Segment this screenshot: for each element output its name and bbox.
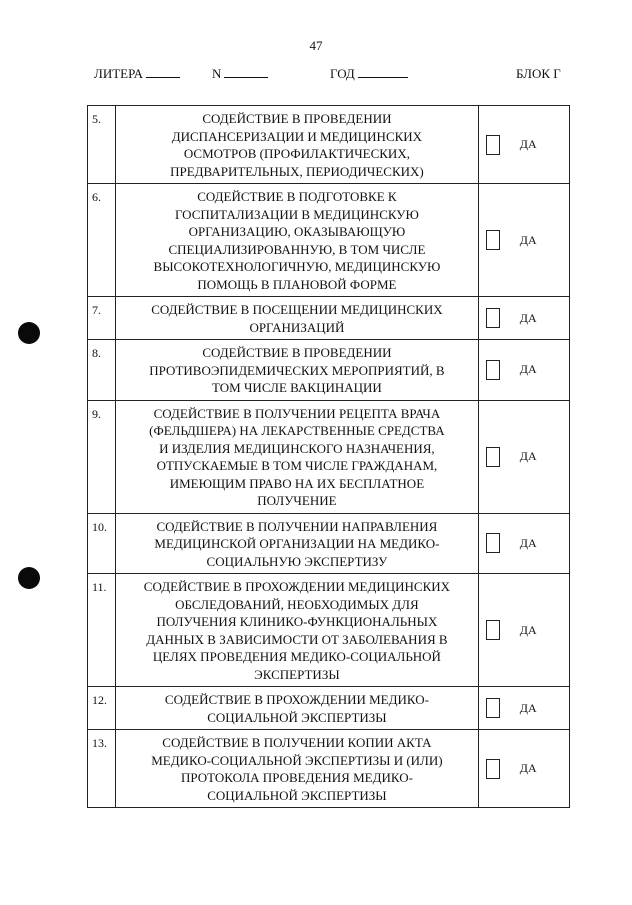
yes-option[interactable] — [479, 620, 569, 640]
yes-option[interactable] — [479, 135, 569, 155]
yes-option[interactable] — [479, 533, 569, 553]
yes-checkbox[interactable] — [486, 620, 500, 640]
yes-checkbox[interactable] — [486, 360, 500, 380]
row-description-line: ПРЕДВАРИТЕЛЬНЫХ, ПЕРИОДИЧЕСКИХ) — [170, 163, 424, 179]
yes-checkbox[interactable] — [486, 135, 500, 155]
row-description-line: СОЦИАЛЬНОЙ ЭКСПЕРТИЗЫ — [207, 787, 387, 803]
litera-label: ЛИТЕРА — [94, 66, 144, 81]
table-row — [88, 297, 570, 340]
number-label: N — [212, 66, 222, 81]
row-description-cell — [116, 513, 479, 574]
row-description — [116, 340, 478, 400]
row-number: 7. — [92, 303, 101, 317]
year-blank-line[interactable] — [358, 67, 408, 78]
yes-label: ДА — [519, 232, 537, 247]
row-description-line: МЕДИЦИНСКОЙ ОРГАНИЗАЦИИ НА МЕДИКО- — [154, 536, 440, 551]
year-field — [330, 66, 408, 82]
year-label: ГОД — [330, 66, 355, 81]
row-answer-cell — [478, 184, 569, 297]
yes-option[interactable] — [479, 447, 569, 467]
row-description-line: ДИСПАНСЕРИЗАЦИИ И МЕДИЦИНСКИХ — [171, 128, 423, 144]
assistance-table-body — [88, 106, 570, 808]
yes-label: ДА — [519, 362, 537, 377]
row-description-line: ПРОТИВОЭПИДЕМИЧЕСКИХ МЕРОПРИЯТИЙ, В — [149, 362, 445, 378]
row-description-line: МЕДИКО-СОЦИАЛЬНОЙ ЭКСПЕРТИЗЫ И (ИЛИ) — [151, 752, 443, 768]
row-answer-cell — [478, 687, 569, 730]
row-description — [116, 687, 478, 729]
row-description-line: СОДЕЙСТВИЕ В ПОСЕЩЕНИИ МЕДИЦИНСКИХ — [151, 302, 443, 317]
row-description — [116, 184, 478, 296]
table-row — [88, 574, 570, 687]
row-description-line: ПРОТОКОЛА ПРОВЕДЕНИЯ МЕДИКО- — [180, 770, 413, 785]
row-answer-cell — [478, 513, 569, 574]
row-number: 13. — [92, 736, 107, 750]
row-description-line: ОБСЛЕДОВАНИЙ, НЕОБХОДИМЫХ ДЛЯ — [175, 596, 419, 612]
row-description-line: СОДЕЙСТВИЕ В ПРОХОЖДЕНИИ МЕДИЦИНСКИХ — [143, 579, 451, 594]
row-description-line: СОДЕЙСТВИЕ В ПРОВЕДЕНИИ — [202, 345, 392, 360]
table-row — [88, 106, 570, 184]
yes-label: ДА — [519, 449, 537, 463]
table-row — [88, 340, 570, 401]
table-row — [88, 513, 570, 574]
row-description-line: ПОЛУЧЕНИЕ — [257, 493, 337, 508]
yes-checkbox[interactable] — [486, 533, 500, 553]
row-description-line: ИМЕЮЩИМ ПРАВО НА ИХ БЕСПЛАТНОЕ — [169, 475, 425, 491]
row-description-line: ВЫСОКОТЕХНОЛОГИЧНУЮ, МЕДИЦИНСКУЮ — [153, 259, 441, 274]
yes-checkbox[interactable] — [486, 447, 500, 467]
row-description-line: ПОЛУЧЕНИЯ КЛИНИКО-ФУНКЦИОНАЛЬНЫХ — [156, 614, 438, 629]
yes-label: ДА — [519, 761, 537, 775]
row-description-line: СОЦИАЛЬНУЮ ЭКСПЕРТИЗУ — [206, 553, 388, 569]
row-description-line: ТОМ ЧИСЛЕ ВАКЦИНАЦИИ — [212, 380, 382, 395]
row-description-line: ОСМОТРОВ (ПРОФИЛАКТИЧЕСКИХ, — [183, 146, 410, 161]
assistance-table — [87, 105, 570, 808]
binder-hole — [18, 567, 40, 589]
row-number-cell — [88, 106, 116, 184]
row-description-line: СОДЕЙСТВИЕ В ПРОВЕДЕНИИ — [202, 111, 392, 126]
row-description-line: ОТПУСКАЕМЫЕ В ТОМ ЧИСЛЕ ГРАЖДАНАМ, — [156, 458, 438, 473]
row-number-cell — [88, 730, 116, 808]
row-description-line: ГОСПИТАЛИЗАЦИИ В МЕДИЦИНСКУЮ — [174, 206, 419, 222]
row-description-line: СПЕЦИАЛИЗИРОВАННУЮ, В ТОМ ЧИСЛЕ — [168, 241, 426, 257]
row-number: 9. — [92, 406, 101, 421]
block-label: БЛОК Г — [516, 66, 561, 81]
row-description — [116, 574, 478, 686]
litera-blank-line[interactable] — [146, 67, 180, 78]
row-description-line: ПОМОЩЬ В ПЛАНОВОЙ ФОРМЕ — [197, 276, 397, 292]
yes-label: ДА — [519, 137, 537, 151]
row-description-line: ОРГАНИЗАЦИЮ, ОКАЗЫВАЮЩУЮ — [188, 224, 406, 239]
row-number-cell — [88, 184, 116, 297]
row-description-line: СОДЕЙСТВИЕ В ПОЛУЧЕНИИ КОПИИ АКТА — [162, 735, 432, 750]
row-answer-cell — [478, 106, 569, 184]
row-description-line: СОЦИАЛЬНОЙ ЭКСПЕРТИЗЫ — [207, 709, 387, 725]
table-row — [88, 687, 570, 730]
row-description — [116, 106, 478, 183]
yes-checkbox[interactable] — [486, 759, 500, 779]
row-description-cell — [116, 340, 479, 401]
row-answer-cell — [478, 400, 569, 513]
row-answer-cell — [478, 574, 569, 687]
row-number-cell — [88, 513, 116, 574]
row-description-cell — [116, 400, 479, 513]
yes-checkbox[interactable] — [486, 308, 500, 328]
row-description-cell — [116, 574, 479, 687]
row-description-cell — [116, 730, 479, 808]
row-description-line: СОДЕЙСТВИЕ В ПОЛУЧЕНИИ НАПРАВЛЕНИЯ — [156, 518, 438, 534]
row-answer-cell — [478, 297, 569, 340]
row-number: 10. — [92, 519, 107, 534]
row-description-cell — [116, 687, 479, 730]
row-answer-cell — [478, 340, 569, 401]
row-description-line: СОДЕЙСТВИЕ В ПРОХОЖДЕНИИ МЕДИКО- — [164, 692, 429, 707]
row-number-cell — [88, 297, 116, 340]
yes-label: ДА — [519, 535, 537, 550]
row-description-line: ЦЕЛЯХ ПРОВЕДЕНИЯ МЕДИКО-СОЦИАЛЬНОЙ — [152, 649, 441, 664]
number-blank-line[interactable] — [224, 67, 268, 78]
yes-checkbox[interactable] — [486, 230, 500, 250]
row-description-cell — [116, 297, 479, 340]
row-description-line: ОРГАНИЗАЦИЙ — [249, 319, 345, 335]
yes-label: ДА — [519, 310, 537, 325]
row-description-cell — [116, 184, 479, 297]
number-field — [212, 66, 268, 82]
row-description-line: ДАННЫХ В ЗАВИСИМОСТИ ОТ ЗАБОЛЕВАНИЯ В — [146, 631, 448, 647]
row-description-line: СОДЕЙСТВИЕ В ПОДГОТОВКЕ К — [197, 189, 397, 204]
table-row — [88, 400, 570, 513]
row-description — [116, 401, 478, 513]
table-row — [88, 184, 570, 297]
yes-option[interactable] — [479, 230, 569, 250]
row-answer-cell — [478, 730, 569, 808]
row-description — [116, 514, 478, 574]
row-number: 8. — [92, 346, 101, 360]
page-number: 47 — [309, 38, 323, 53]
yes-checkbox[interactable] — [486, 698, 500, 718]
row-description — [116, 730, 478, 807]
row-number-cell — [88, 574, 116, 687]
row-number: 6. — [92, 190, 101, 204]
row-description-line: СОДЕЙСТВИЕ В ПОЛУЧЕНИИ РЕЦЕПТА ВРАЧА — [153, 405, 441, 421]
row-number: 5. — [92, 112, 101, 126]
yes-label: ДА — [519, 700, 537, 715]
row-description-line: (ФЕЛЬДШЕРА) НА ЛЕКАРСТВЕННЫЕ СРЕДСТВА — [149, 423, 445, 438]
row-description-line: ЭКСПЕРТИЗЫ — [254, 666, 340, 682]
binder-hole — [18, 322, 40, 344]
yes-option[interactable] — [479, 698, 569, 718]
yes-option[interactable] — [479, 360, 569, 380]
row-number: 11. — [92, 580, 107, 594]
yes-option[interactable] — [479, 308, 569, 328]
row-number-cell — [88, 687, 116, 730]
yes-option[interactable] — [479, 759, 569, 779]
row-number-cell — [88, 400, 116, 513]
table-row — [88, 730, 570, 808]
row-number-cell — [88, 340, 116, 401]
row-description — [116, 297, 478, 339]
row-description-cell — [116, 106, 479, 184]
yes-label: ДА — [519, 622, 537, 637]
litera-field — [94, 66, 180, 82]
row-number: 12. — [92, 693, 107, 707]
row-description-line: И ИЗДЕЛИЯ МЕДИЦИНСКОГО НАЗНАЧЕНИЯ, — [159, 440, 435, 456]
